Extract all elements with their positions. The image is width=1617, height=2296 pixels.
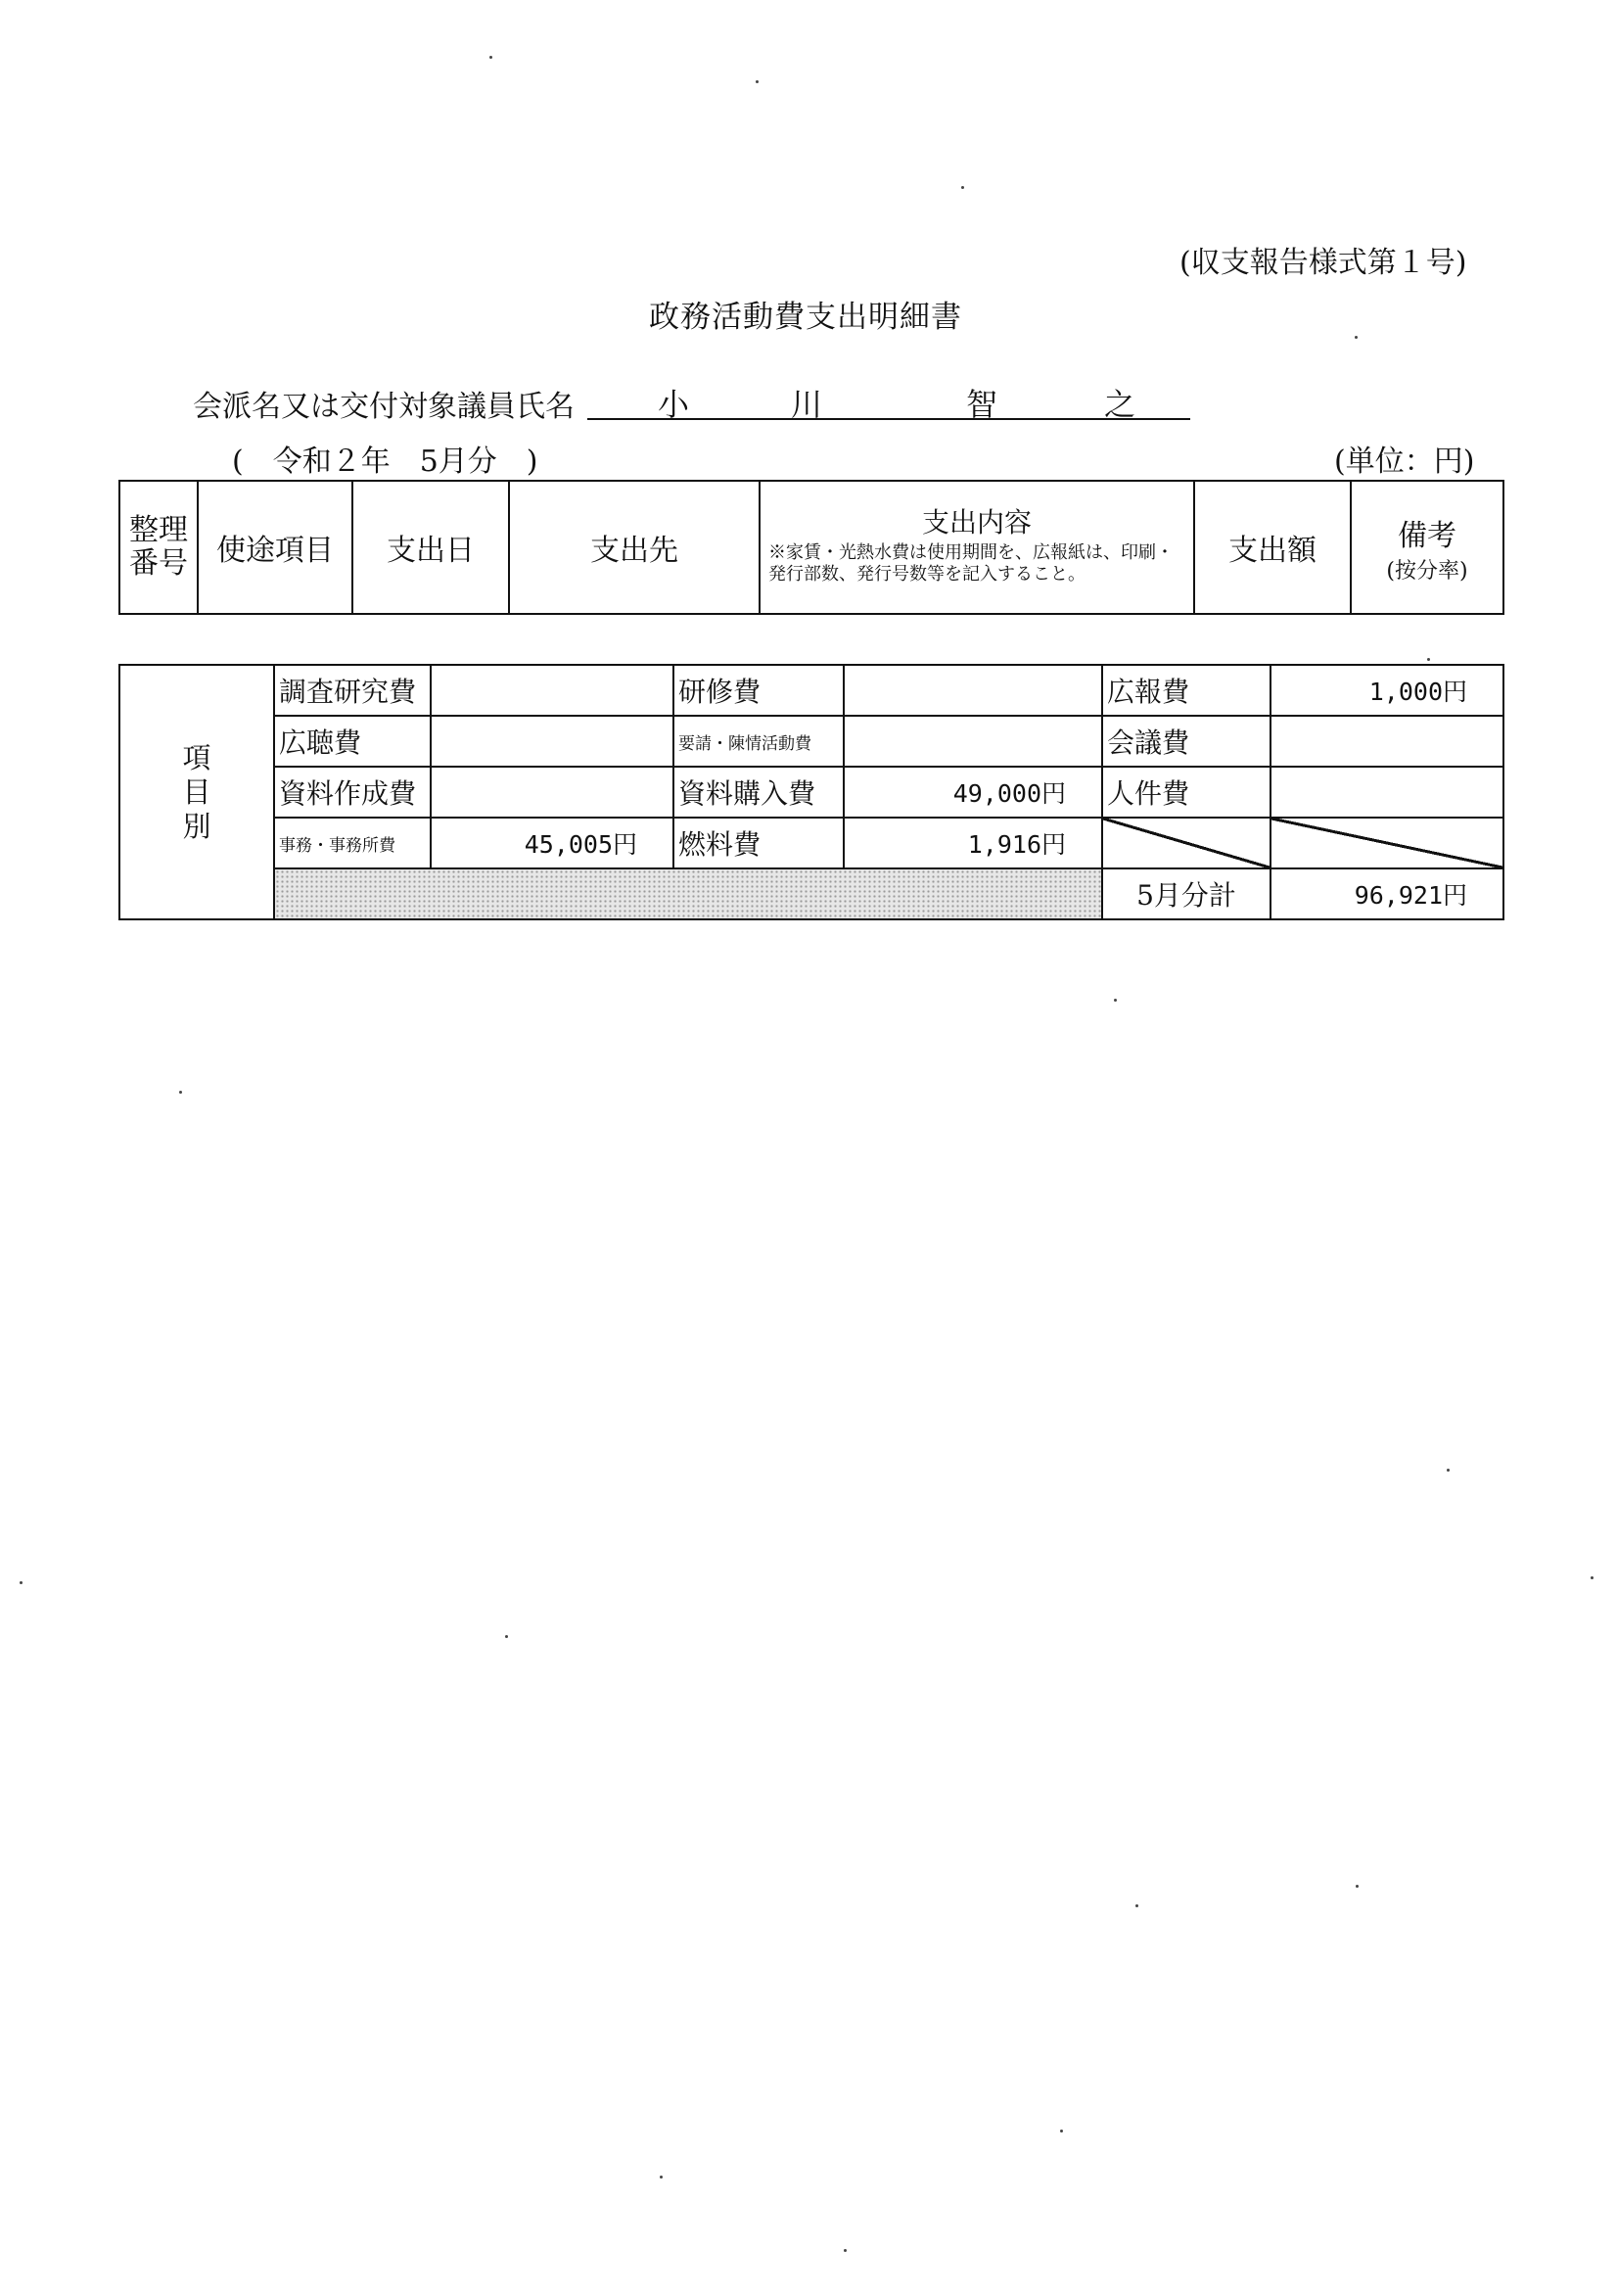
category-label: 資料作成費 <box>274 767 431 818</box>
category-value: 49,000円 <box>844 767 1102 818</box>
scan-speck <box>505 1635 508 1638</box>
reporting-period: ( 令和２年 5月分 ) <box>232 445 538 479</box>
col-header-item: 使途項目 <box>198 481 352 614</box>
category-label: 人件費 <box>1102 767 1270 818</box>
category-label: 広聴費 <box>274 716 431 767</box>
crossed-out-cell <box>1270 818 1503 868</box>
scan-speck <box>1135 1904 1138 1907</box>
category-value <box>431 716 673 767</box>
member-name-char-2: 川 <box>791 386 823 423</box>
expense-detail-header-table <box>118 480 1504 615</box>
category-label: 会議費 <box>1102 716 1270 767</box>
monthly-total-value: 96,921円 <box>1270 868 1503 919</box>
col-header-content <box>760 481 1194 614</box>
category-value: 1,000円 <box>1270 665 1503 716</box>
scan-speck <box>1355 336 1358 339</box>
category-value: 1,916円 <box>844 818 1102 868</box>
category-value <box>431 665 673 716</box>
scan-speck <box>20 1581 23 1584</box>
col-header-remarks-sub: (按分率) <box>1386 558 1468 584</box>
scan-speck <box>1356 1885 1359 1888</box>
col-header-date: 支出日 <box>352 481 509 614</box>
shaded-blank-area <box>274 868 1102 919</box>
scan-speck <box>1427 658 1430 661</box>
category-summary-table <box>118 664 1504 920</box>
category-label: 燃料費 <box>673 818 844 868</box>
scan-speck <box>961 186 964 189</box>
category-value: 45,005円 <box>431 818 673 868</box>
summary-row-header-text: 項目別 <box>182 740 211 843</box>
category-value <box>1270 716 1503 767</box>
member-name-label: 会派名又は交付対象議員氏名 <box>193 390 575 424</box>
document-title: 政務活動費支出明細書 <box>649 300 962 335</box>
currency-unit: (単位：円) <box>1334 445 1475 479</box>
scan-speck <box>660 2176 663 2179</box>
summary-row-header <box>119 665 274 919</box>
category-value <box>431 767 673 818</box>
category-value <box>844 665 1102 716</box>
col-header-amount: 支出額 <box>1194 481 1351 614</box>
scan-speck <box>489 56 492 59</box>
col-header-remarks-title: 備考 <box>1398 518 1456 553</box>
scan-speck <box>1591 1576 1594 1579</box>
scan-speck <box>1060 2130 1063 2132</box>
scan-speck <box>756 80 759 83</box>
category-label: 資料購入費 <box>673 767 844 818</box>
col-header-number-text: 整理番号 <box>129 513 188 581</box>
crossed-out-cell <box>1102 818 1270 868</box>
scan-speck <box>1114 999 1117 1002</box>
col-header-payee: 支出先 <box>509 481 760 614</box>
form-number: (収支報告様式第１号) <box>1179 246 1467 280</box>
category-label: 調査研究費 <box>274 665 431 716</box>
monthly-total-label: 5月分計 <box>1102 868 1270 919</box>
category-value <box>1270 767 1503 818</box>
category-label: 事務・事務所費 <box>274 818 431 868</box>
member-name-char-1: 小 <box>658 386 690 423</box>
category-value <box>844 716 1102 767</box>
scan-speck <box>179 1091 182 1094</box>
category-label: 要請・陳情活動費 <box>673 716 844 767</box>
scan-speck <box>1447 1469 1450 1472</box>
category-label: 広報費 <box>1102 665 1270 716</box>
scan-speck <box>844 2249 847 2252</box>
col-header-remarks <box>1351 481 1503 614</box>
col-header-content-title: 支出内容 <box>921 506 1032 539</box>
col-header-number <box>119 481 198 614</box>
member-name-char-3: 智 <box>966 386 998 423</box>
category-label: 研修費 <box>673 665 844 716</box>
member-name-char-4: 之 <box>1104 386 1136 423</box>
col-header-content-note: ※家賃・光熱水費は使用期間を、広報紙は、印刷・発行部数、発行号数等を記入すること。 <box>768 542 1174 585</box>
